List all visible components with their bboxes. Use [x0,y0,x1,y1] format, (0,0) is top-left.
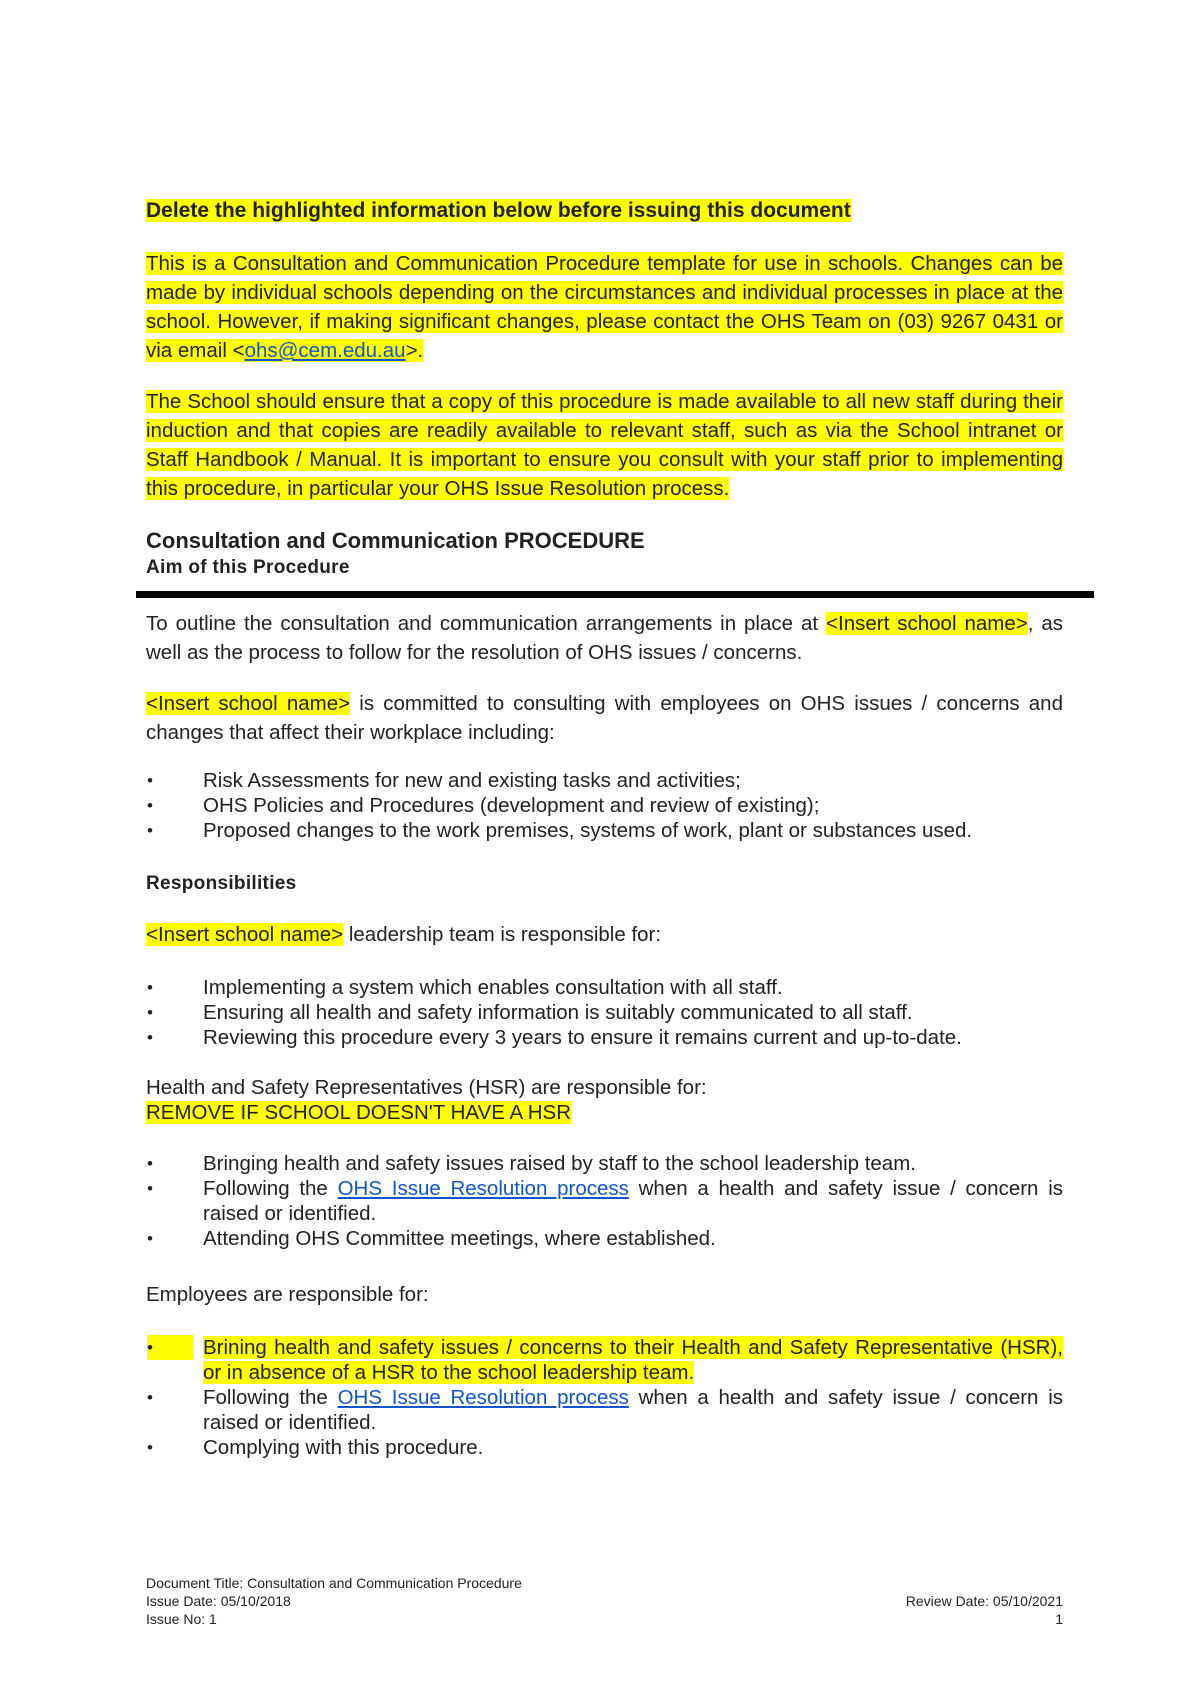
bullet-icon: • [147,1335,193,1360]
notice-heading-text: Delete the highlighted information below before issuing this document [146,199,851,222]
bullet-icon: • [147,821,153,840]
notice-p1-text: This is a Consultation and Communication Procedure template for use in schools. Changes can be made by individual schools depending on the circumstances and individual processes in place at the school. However, if making significant changes, please contact the OHS Team on (03) 9267 0431 or via email < [146,252,1063,362]
bullet-icon: • [147,1179,153,1198]
hsr-remove-note: REMOVE IF SCHOOL DOESN'T HAVE A HSR [146,1101,572,1124]
bullet-icon: • [147,1388,153,1407]
list-item: • Complying with this procedure. [147,1436,484,1459]
bullet-icon: • [147,978,153,997]
footer-page-number: 1 [1055,1611,1063,1627]
page-footer [146,1574,1063,1628]
bullet-icon: • [147,1003,153,1022]
bullet-icon: • [147,771,153,790]
aim-heading: Aim of this Procedure [146,557,350,578]
school-name-placeholder: <Insert school name> [146,692,351,715]
hsr-intro-text: Health and Safety Representatives (HSR) are responsible for: [146,1076,707,1099]
commitment-text: is committed to consulting with employees on OHS issues / concerns and changes that affect their workplace including: [146,692,1063,744]
list-item: • OHS Policies and Procedures (development and review of existing); [147,794,820,817]
bullet-icon: • [147,1154,153,1173]
heading-rule [136,591,1094,598]
employees-intro: Employees are responsible for: [146,1283,429,1306]
footer-issue-date: Issue Date: 05/10/2018 [146,1593,291,1609]
list-item: • Risk Assessments for new and existing tasks and activities; [147,769,741,792]
bullet-icon: • [147,1028,153,1047]
consultation-list [146,768,1063,843]
list-item: • Proposed changes to the work premises, systems of work, plant or substances used. [147,819,973,842]
employees-list [146,1335,1063,1460]
list-item: • Following the OHS Issue Resolution process when a health and safety issue / concern is raised or identified. [147,1177,1063,1225]
leadership-list [146,975,1063,1050]
aim-paragraph [146,609,1063,667]
leadership-intro [146,920,1063,949]
aim-text-pre: To outline the consultation and communication arrangements in place at [146,612,827,635]
hsr-intro [146,1075,1063,1125]
aim-text-post: , as well as the process to follow for the resolution of OHS issues / concerns. [146,612,1063,664]
issue-resolution-link[interactable]: OHS Issue Resolution process [337,1177,629,1200]
list-item: • Attending OHS Committee meetings, where established. [147,1227,716,1250]
procedure-title: Consultation and Communication PROCEDURE [146,528,645,553]
bullet-icon: • [147,796,153,815]
commitment-paragraph [146,689,1063,747]
notice-p1-end: >. [405,339,424,362]
list-item: • Brining health and safety issues / concerns to their Health and Safety Representative (HSR), or in absence of a HSR to the school leadership team. [147,1336,1063,1384]
footer-review-date: Review Date: 05/10/2021 [905,1593,1063,1609]
list-item: • Following the OHS Issue Resolution process when a health and safety issue / concern is raised or identified. [147,1386,1063,1434]
list-item: • Implementing a system which enables consultation with all staff. [147,976,783,999]
list-item: • Reviewing this procedure every 3 years to ensure it remains current and up-to-date. [147,1026,962,1049]
notice-heading [146,196,1063,225]
school-name-placeholder: <Insert school name> [826,612,1028,635]
responsibilities-heading: Responsibilities [146,873,297,894]
notice-paragraph-2 [146,387,1063,503]
school-name-placeholder: <Insert school name> [146,923,344,946]
hsr-list [146,1151,1063,1251]
footer-doc-title: Document Title: Consultation and Communication Procedure [146,1575,522,1591]
list-item: • Bringing health and safety issues raised by staff to the school leadership team. [147,1152,916,1175]
notice-paragraph-1 [146,249,1063,365]
email-link[interactable]: ohs@cem.edu.au [244,339,406,362]
footer-issue-no: Issue No: 1 [146,1611,217,1627]
bullet-icon: • [147,1438,153,1457]
list-item: • Ensuring all health and safety information is suitably communicated to all staff. [147,1001,913,1024]
leadership-text: leadership team is responsible for: [343,923,662,946]
bullet-icon: • [147,1229,153,1248]
notice-p2-text: The School should ensure that a copy of this procedure is made available to all new staff during their induction and that copies are readily available to relevant staff, such as via the School intranet or Staff Handbook / Manual. It is important to ensure you consult with your staff prior to implementing this procedure, in particular your OHS Issue Resolution process. [146,390,1063,500]
issue-resolution-link[interactable]: OHS Issue Resolution process [337,1386,629,1409]
